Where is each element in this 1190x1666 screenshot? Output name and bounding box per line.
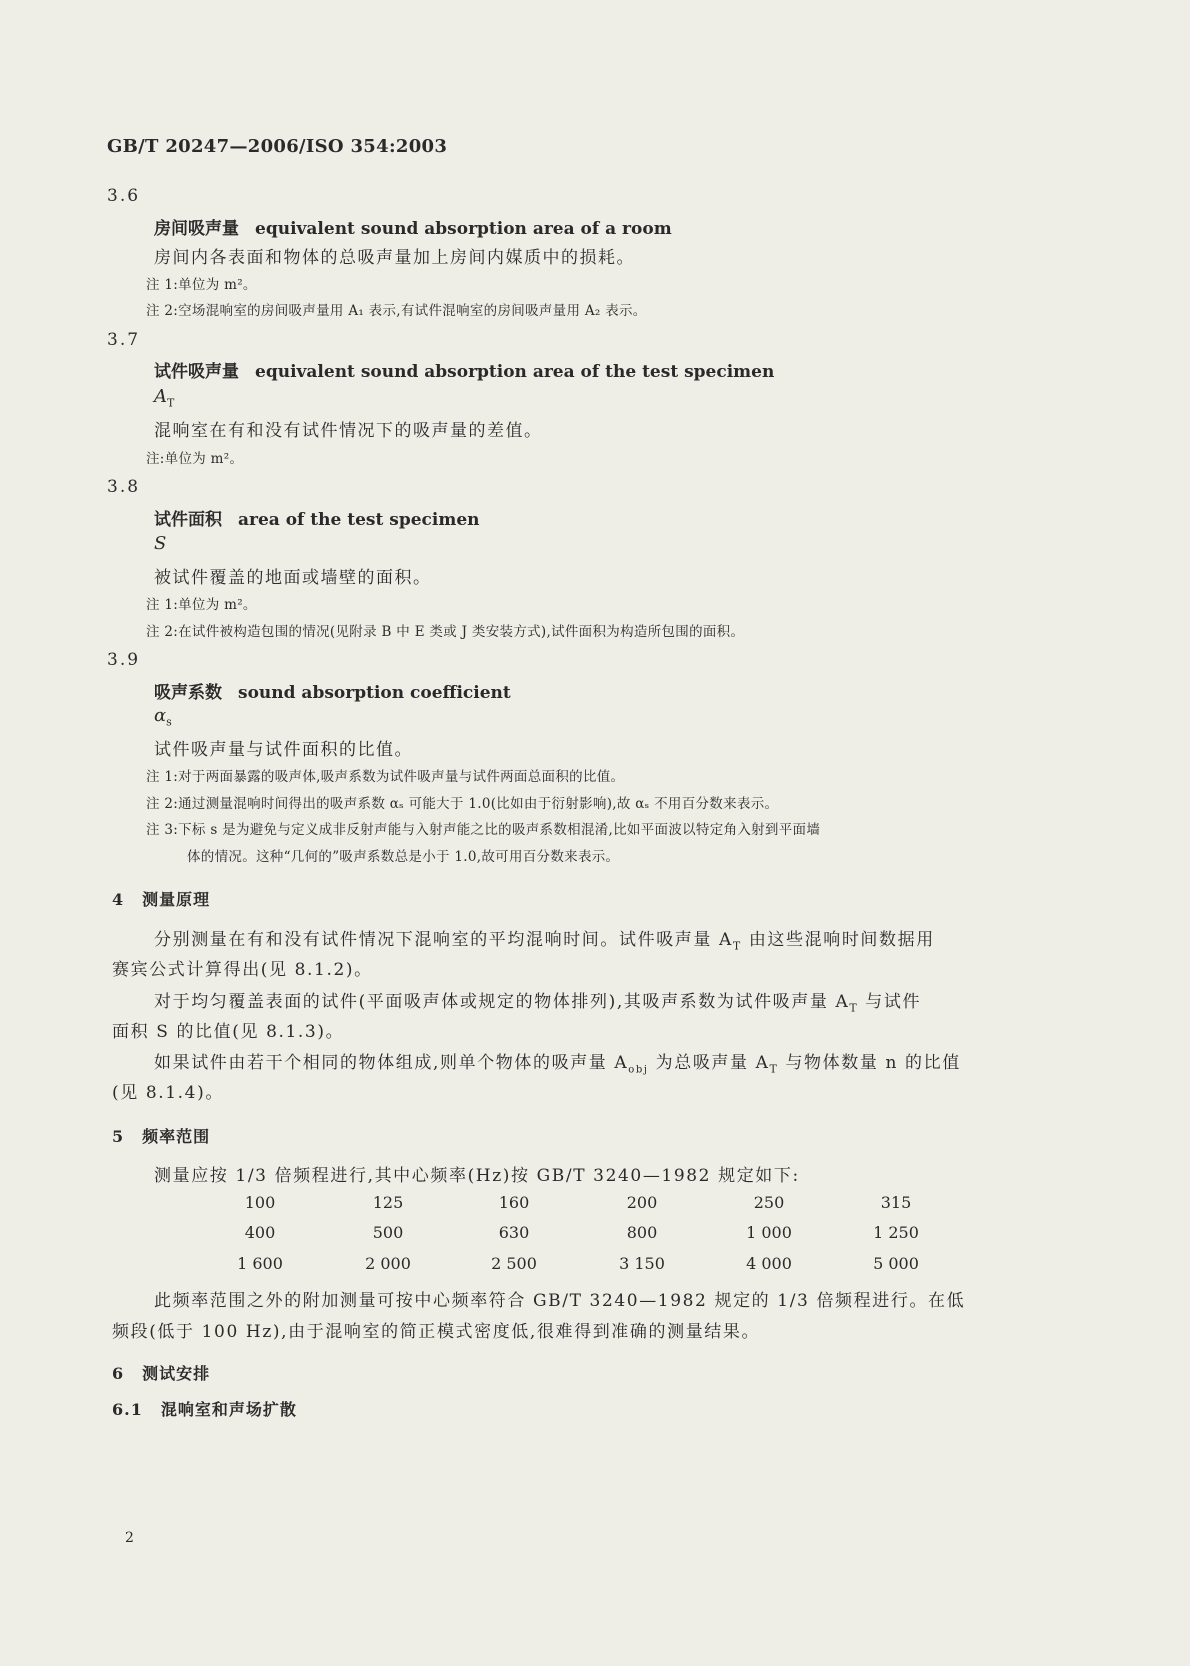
term-en: sound absorption coefficient bbox=[238, 683, 511, 703]
section-6-heading: 6 测试安排 bbox=[112, 1364, 211, 1383]
section-4-para-1: 分别测量在有和没有试件情况下混响室的平均混响时间。试件吸声量 $A_T$ 由这些混响时间数据用 bbox=[154, 930, 935, 953]
clause-3-9-note-1: 注 1:对于两面暴露的吸声体,吸声系数为试件吸声量与试件两面总面积的比值。 bbox=[146, 769, 625, 785]
frequency-cell: 4 000 bbox=[746, 1254, 792, 1273]
clause-3-6-note-2: 注 2:空场混响室的房间吸声量用 A₁ 表示,有试件混响室的房间吸声量用 A₂ 表示。 bbox=[146, 303, 647, 319]
clause-3-6-note-1: 注 1:单位为 m²。 bbox=[146, 277, 257, 293]
frequency-cell: 630 bbox=[498, 1223, 530, 1242]
clause-3-8-symbol: S bbox=[154, 533, 167, 554]
section-5-para-1: 测量应按 1/3 倍频程进行,其中心频率(Hz)按 GB/T 3240—1982 规定如下: bbox=[154, 1166, 800, 1186]
frequency-cell: 3 150 bbox=[619, 1254, 665, 1273]
frequency-cell: 1 250 bbox=[873, 1223, 919, 1242]
term-en: area of the test specimen bbox=[238, 510, 480, 530]
section-5-heading: 5 频率范围 bbox=[112, 1127, 211, 1146]
clause-3-9-number: 3.9 bbox=[107, 650, 141, 670]
clause-3-8-note-1: 注 1:单位为 m²。 bbox=[146, 597, 257, 613]
clause-3-9-note-3: 注 3:下标 s 是为避免与定义成非反射声能与入射声能之比的吸声系数相混淆,比如平面波以特定角入射到平面墙 bbox=[146, 822, 821, 838]
frequency-cell: 2 500 bbox=[491, 1254, 537, 1273]
frequency-cell: 250 bbox=[753, 1193, 785, 1212]
clause-3-9-definition: 试件吸声量与试件面积的比值。 bbox=[154, 740, 413, 760]
section-5-para-2-cont: 频段(低于 100 Hz),由于混响室的简正模式密度低,很难得到准确的测量结果。 bbox=[112, 1322, 761, 1342]
frequency-cell: 1 600 bbox=[237, 1254, 283, 1273]
clause-3-8-note-2: 注 2:在试件被构造包围的情况(见附录 B 中 E 类或 J 类安装方式),试件面积为构造所包围的面积。 bbox=[146, 624, 745, 640]
section-4-heading: 4 测量原理 bbox=[112, 890, 211, 909]
frequency-cell: 800 bbox=[626, 1223, 658, 1242]
term-en: equivalent sound absorption area of the test specimen bbox=[255, 362, 775, 382]
section-4-para-2: 对于均匀覆盖表面的试件(平面吸声体或规定的物体排列),其吸声系数为试件吸声量 $A_T$ 与试件 bbox=[154, 992, 922, 1015]
section-5-para-2: 此频率范围之外的附加测量可按中心频率符合 GB/T 3240—1982 规定的 1/3 倍频程进行。在低 bbox=[154, 1291, 966, 1311]
clause-3-6-definition: 房间内各表面和物体的总吸声量加上房间内媒质中的损耗。 bbox=[154, 248, 635, 268]
clause-3-9-note-2: 注 2:通过测量混响时间得出的吸声系数 αₛ 可能大于 1.0(比如由于衍射影响),故 αₛ 不用百分数来表示。 bbox=[146, 796, 779, 812]
frequency-cell: 125 bbox=[372, 1193, 404, 1212]
frequency-cell: 160 bbox=[498, 1193, 530, 1212]
frequency-cell: 400 bbox=[244, 1223, 276, 1242]
term-cn: 房间吸声量 bbox=[154, 219, 239, 239]
standard-header: GB/T 20247—2006/ISO 354:2003 bbox=[107, 136, 448, 157]
section-6-1-heading: 6.1 混响室和声场扩散 bbox=[112, 1400, 297, 1419]
term-cn: 试件吸声量 bbox=[154, 362, 239, 382]
clause-3-7-symbol: $A_T$ bbox=[154, 386, 175, 410]
section-4-para-2-cont: 面积 S 的比值(见 8.1.3)。 bbox=[112, 1022, 345, 1042]
clause-3-8-term bbox=[154, 505, 480, 530]
frequency-cell: 200 bbox=[626, 1193, 658, 1212]
clause-3-6-number: 3.6 bbox=[107, 186, 141, 206]
clause-3-8-definition: 被试件覆盖的地面或墙壁的面积。 bbox=[154, 568, 432, 588]
frequency-cell: 500 bbox=[372, 1223, 404, 1242]
frequency-cell: 100 bbox=[244, 1193, 276, 1212]
clause-3-6-term bbox=[154, 214, 672, 239]
clause-3-9-term bbox=[154, 678, 511, 703]
clause-3-7-note: 注:单位为 m²。 bbox=[146, 451, 244, 467]
frequency-cell: 2 000 bbox=[365, 1254, 411, 1273]
term-cn: 吸声系数 bbox=[154, 683, 222, 703]
term-cn: 试件面积 bbox=[154, 510, 222, 530]
section-4-para-1-cont: 赛宾公式计算得出(见 8.1.2)。 bbox=[112, 960, 373, 980]
clause-3-7-term bbox=[154, 357, 774, 382]
section-4-para-3: 如果试件由若干个相同的物体组成,则单个物体的吸声量 $A_{obj}$ 为总吸声量 $A_T$ 与物体数量 n 的比值 bbox=[154, 1053, 961, 1076]
clause-3-9-symbol: $\alpha_s$ bbox=[154, 705, 172, 729]
section-4-para-3-cont: (见 8.1.4)。 bbox=[112, 1083, 224, 1103]
clause-3-8-number: 3.8 bbox=[107, 477, 141, 497]
page-number: 2 bbox=[125, 1530, 134, 1546]
frequency-cell: 5 000 bbox=[873, 1254, 919, 1273]
clause-3-7-definition: 混响室在有和没有试件情况下的吸声量的差值。 bbox=[154, 421, 543, 441]
clause-3-9-note-3-cont: 体的情况。这种“几何的”吸声系数总是小于 1.0,故可用百分数来表示。 bbox=[187, 849, 620, 865]
clause-3-7-number: 3.7 bbox=[107, 330, 141, 350]
term-en: equivalent sound absorption area of a room bbox=[255, 219, 672, 239]
frequency-cell: 1 000 bbox=[746, 1223, 792, 1242]
frequency-cell: 315 bbox=[880, 1193, 912, 1212]
